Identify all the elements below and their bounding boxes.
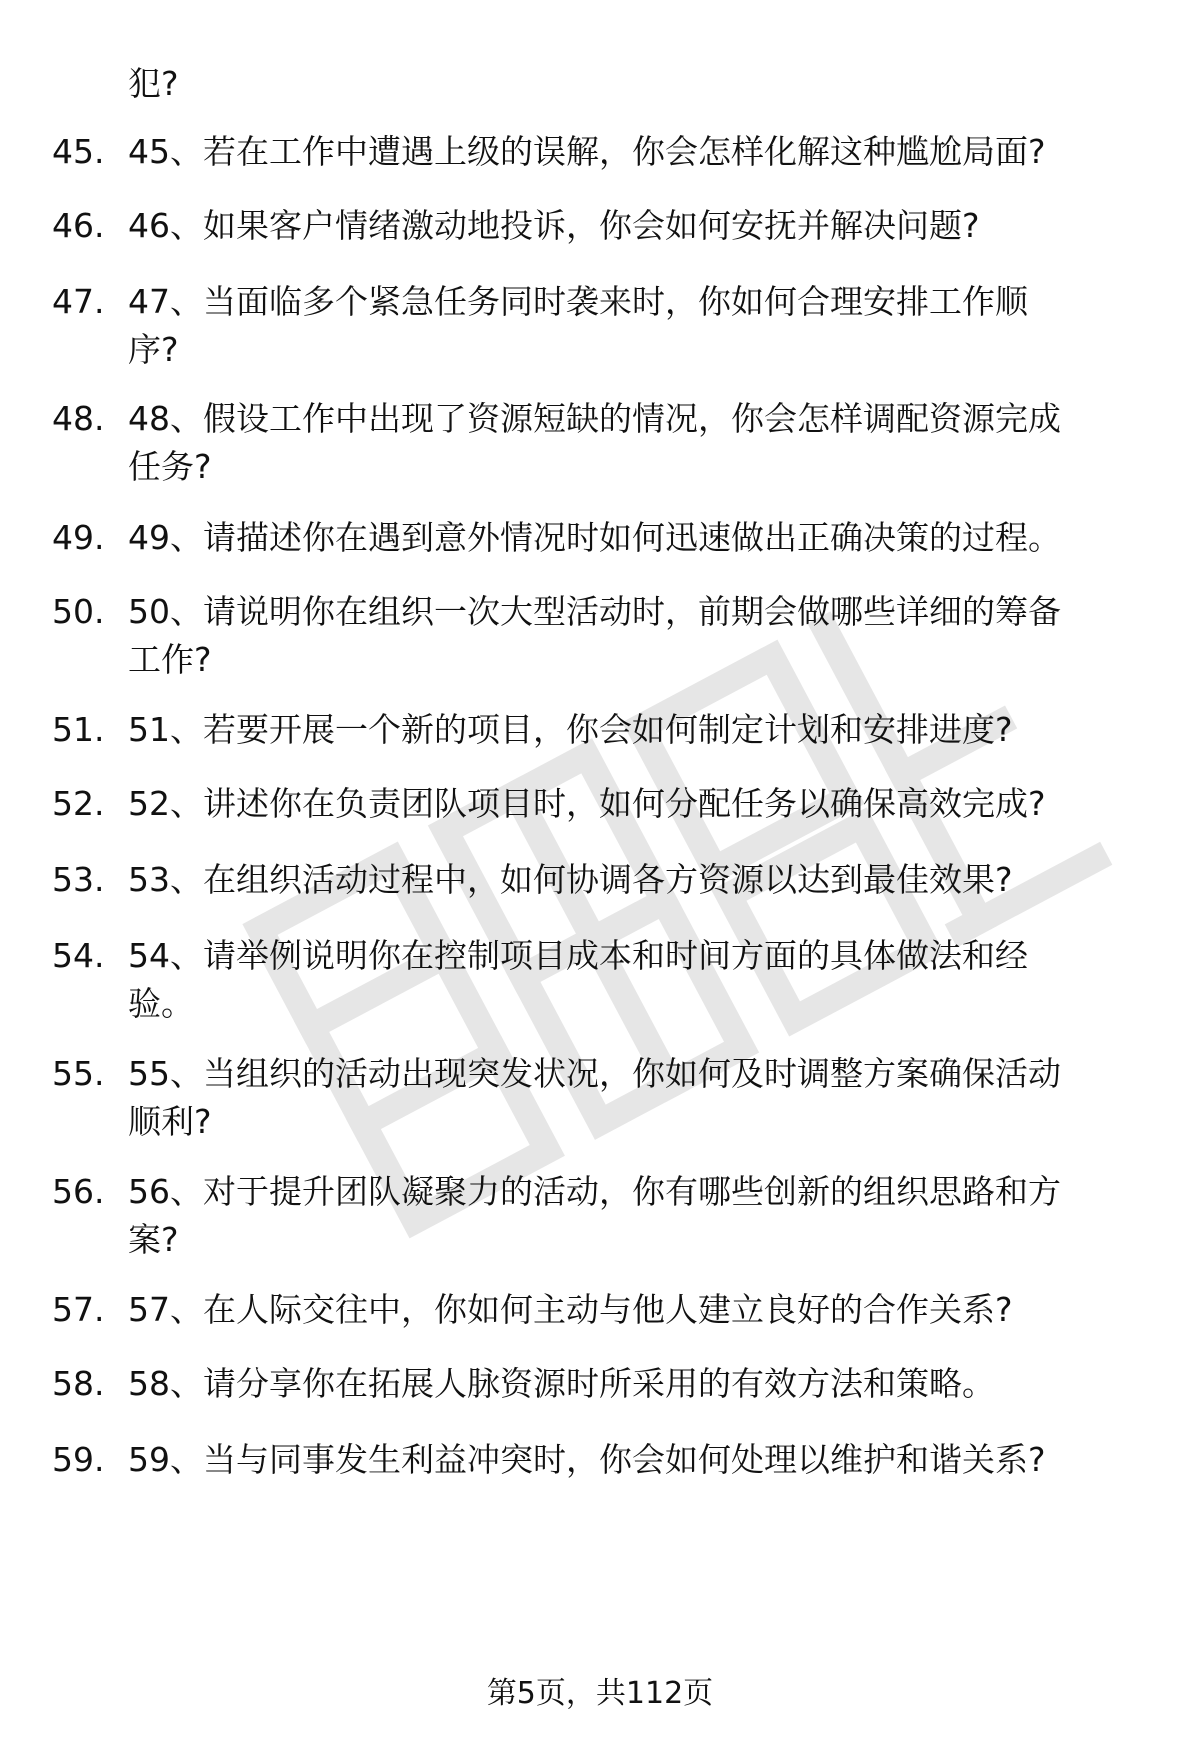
item-text-continued: 案?	[128, 1220, 179, 1259]
item-number: 59.	[52, 1440, 105, 1479]
item-text: 51、若要开展一个新的项目，你会如何制定计划和安排进度?	[128, 710, 1013, 749]
item-number: 54.	[52, 936, 105, 975]
watermark-logo	[230, 560, 1130, 1260]
item-text: 45、若在工作中遭遇上级的误解，你会怎样化解这种尴尬局面?	[128, 132, 1046, 171]
item-text-continued: 验。	[128, 984, 194, 1023]
item-number: 45.	[52, 132, 105, 171]
item-number: 52.	[52, 784, 105, 823]
item-text: 50、请说明你在组织一次大型活动时，前期会做哪些详细的筹备	[128, 592, 1061, 631]
page-footer: 第5页，共112页	[486, 1676, 714, 1711]
item-number: 49.	[52, 518, 105, 557]
item-number: 47.	[52, 282, 105, 321]
item-number: 46.	[52, 206, 105, 245]
continuation-text: 犯?	[128, 64, 179, 103]
item-number: 48.	[52, 399, 105, 438]
item-text: 48、假设工作中出现了资源短缺的情况，你会怎样调配资源完成	[128, 399, 1061, 438]
item-text: 47、当面临多个紧急任务同时袭来时，你如何合理安排工作顺	[128, 282, 1028, 321]
item-text: 58、请分享你在拓展人脉资源时所采用的有效方法和策略。	[128, 1364, 995, 1403]
item-text: 54、请举例说明你在控制项目成本和时间方面的具体做法和经	[128, 936, 1028, 975]
item-number: 58.	[52, 1364, 105, 1403]
item-text: 59、当与同事发生利益冲突时，你会如何处理以维护和谐关系?	[128, 1440, 1046, 1479]
item-number: 53.	[52, 860, 105, 899]
item-text-continued: 工作?	[128, 640, 212, 679]
item-text: 57、在人际交往中，你如何主动与他人建立良好的合作关系?	[128, 1290, 1013, 1329]
item-number: 56.	[52, 1172, 105, 1211]
item-text: 56、对于提升团队凝聚力的活动，你有哪些创新的组织思路和方	[128, 1172, 1061, 1211]
item-text: 53、在组织活动过程中，如何协调各方资源以达到最佳效果?	[128, 860, 1013, 899]
item-text: 52、讲述你在负责团队项目时，如何分配任务以确保高效完成?	[128, 784, 1046, 823]
item-number: 55.	[52, 1054, 105, 1093]
item-text-continued: 任务?	[128, 447, 212, 486]
item-text: 49、请描述你在遇到意外情况时如何迅速做出正确决策的过程。	[128, 518, 1061, 557]
item-text-continued: 顺利?	[128, 1102, 212, 1141]
item-number: 50.	[52, 592, 105, 631]
item-number: 51.	[52, 710, 105, 749]
item-text-continued: 序?	[128, 330, 179, 369]
item-number: 57.	[52, 1290, 105, 1329]
item-text: 46、如果客户情绪激动地投诉，你会如何安抚并解决问题?	[128, 206, 980, 245]
item-text: 55、当组织的活动出现突发状况，你如何及时调整方案确保活动	[128, 1054, 1061, 1093]
